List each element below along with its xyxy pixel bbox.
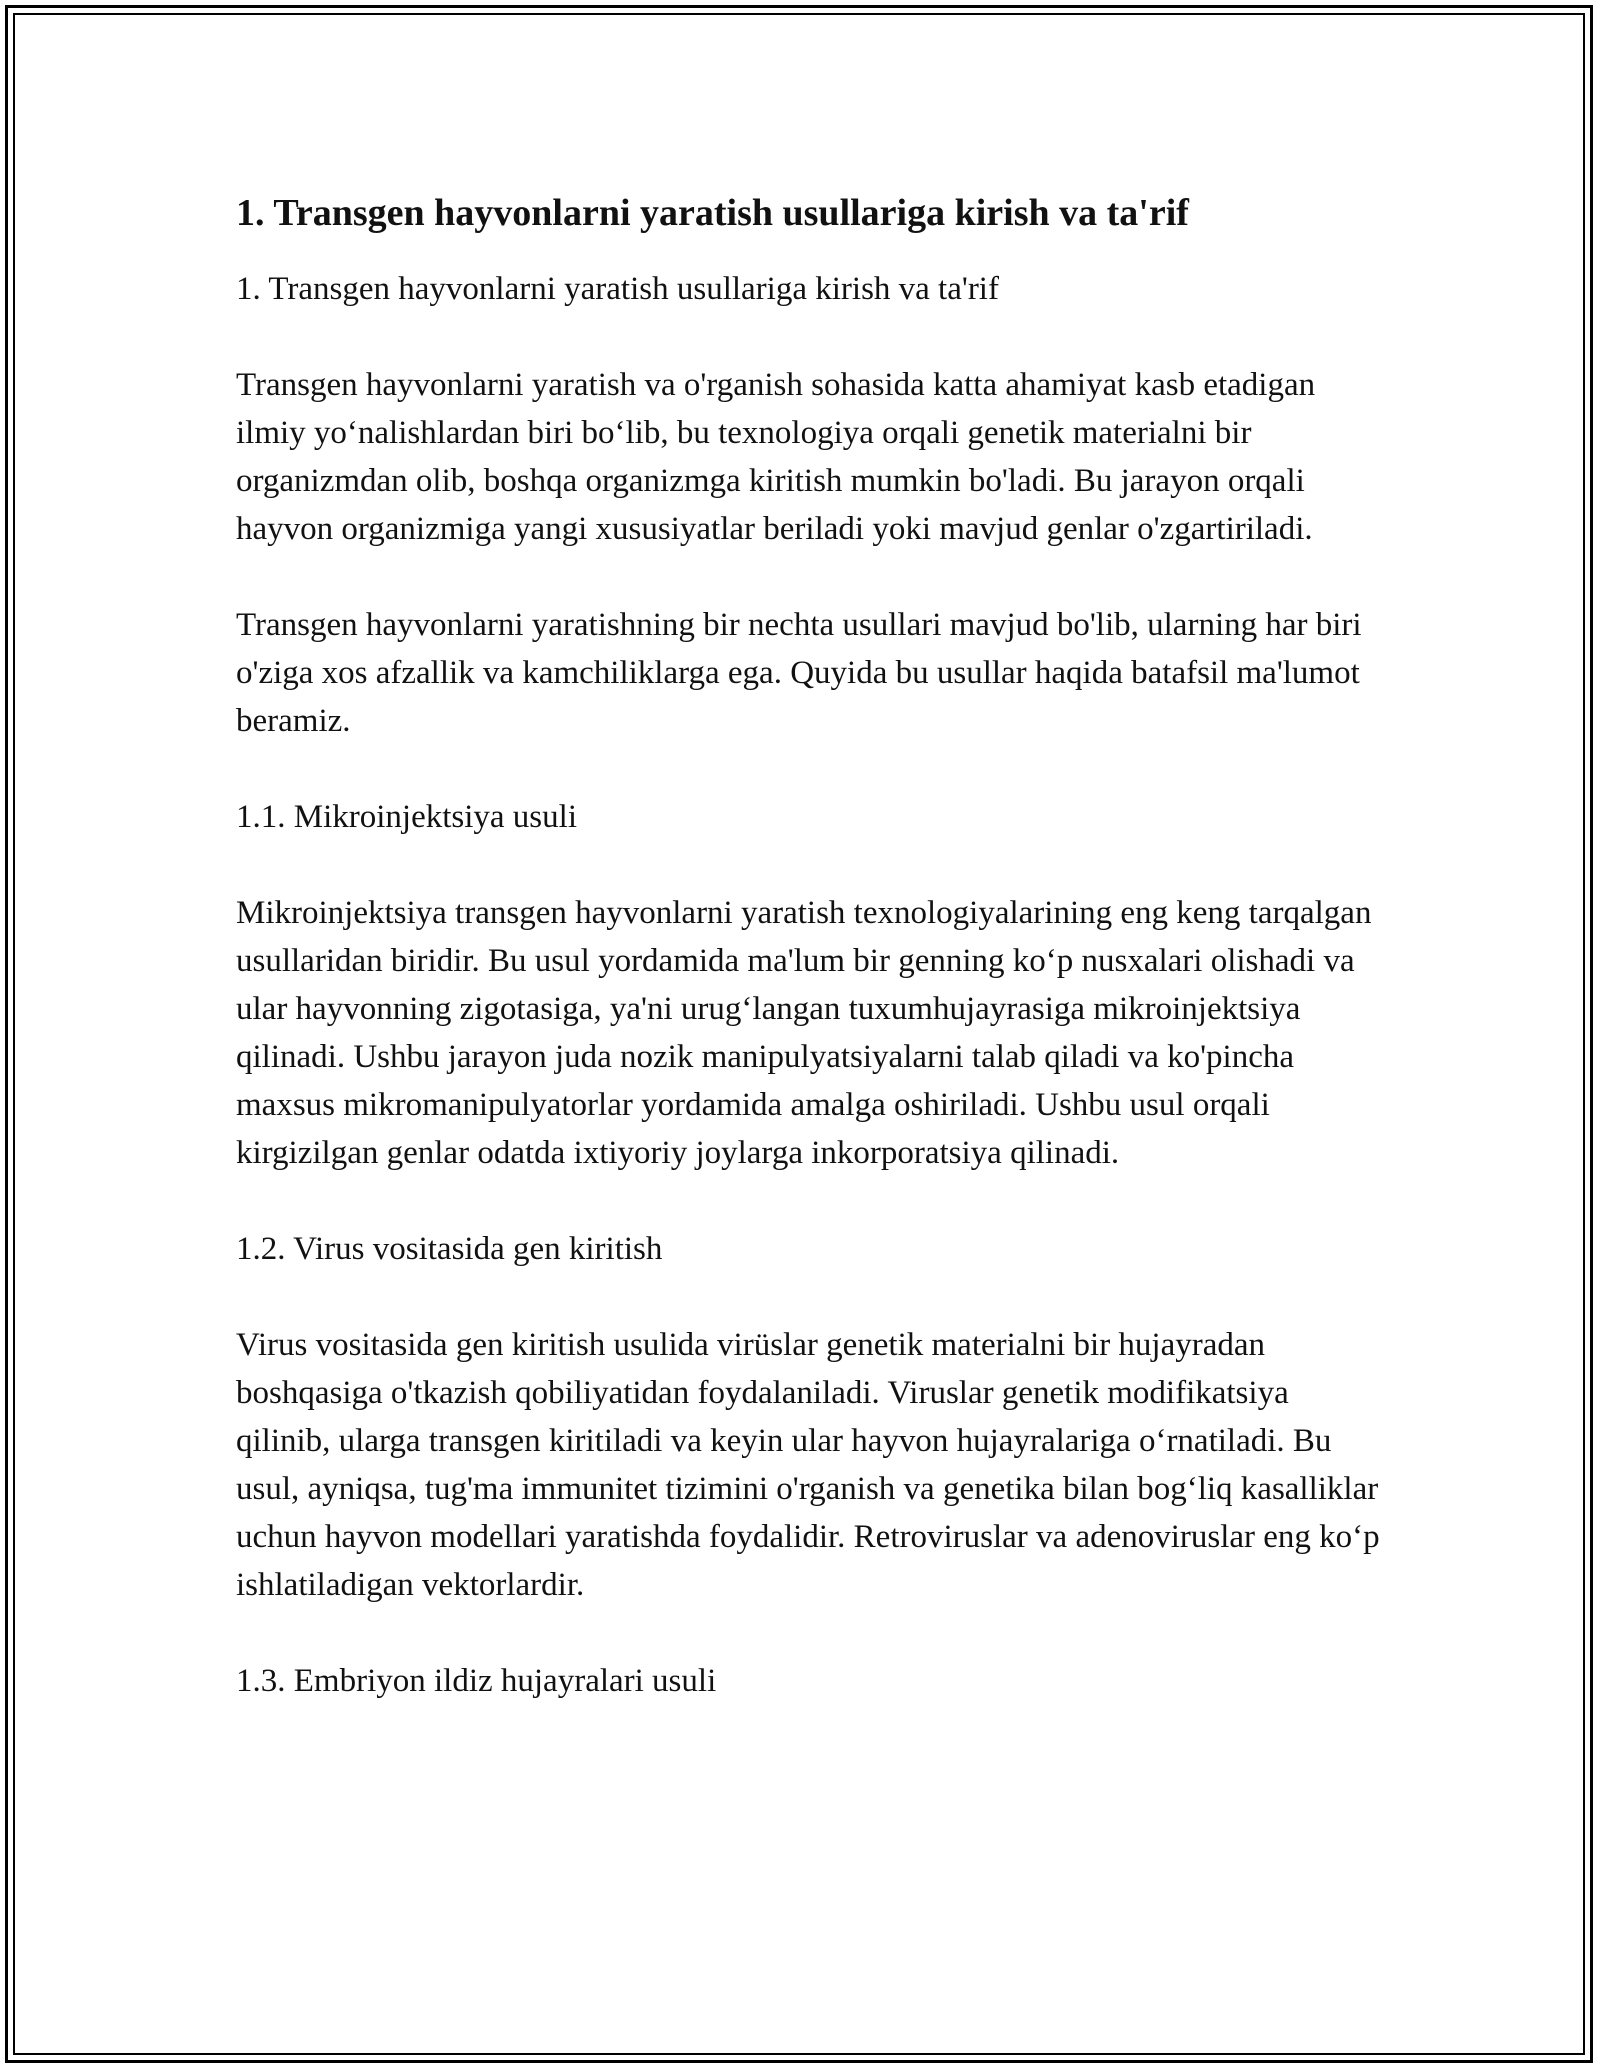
section-heading-virus: 1.2. Virus vositasida gen kiritish	[236, 1231, 663, 1267]
document-heading: 1. Transgen hayvonlarni yaratish usullariga kirish va ta'rif	[236, 192, 1189, 234]
paragraph-virus: Virus vositasida gen kiritish usulida virüslar genetik materialni bir hujayradan boshqasiga o'tkazish qobiliyatidan foydalaniladi. Viruslar genetik modifikatsiya qilinib, ularga transgen kiritiladi va keyin ular hayvon hujayralariga o‘rnatiladi. Bu usul, ayniqsa, tug'ma immunitet tizimini o'rganish va genetika bilan bog‘liq kasalliklar uchun hayvon modellari yaratishda foydalidir. Retroviruslar va adenoviruslar eng ko‘p ishlatiladigan vektorlardir.	[236, 1327, 1380, 1603]
section-heading-microinjection: 1.1. Mikroinjektsiya usuli	[236, 799, 577, 835]
paragraph-methods-overview: Transgen hayvonlarni yaratishning bir nechta usullari mavjud bo'lib, ularning har biri o'ziga xos afzallik va kamchiliklarga ega. Quyida bu usullar haqida batafsil ma'lumot beramiz.	[236, 607, 1362, 739]
document-body	[236, 185, 1386, 1753]
intro-title-line: 1. Transgen hayvonlarni yaratish usullariga kirish va ta'rif	[236, 271, 999, 307]
paragraph-microinjection: Mikroinjektsiya transgen hayvonlarni yaratish texnologiyalarining eng keng tarqalgan usullaridan biridir. Bu usul yordamida ma'lum bir genning ko‘p nusxalari olishadi va ular hayvonning zigotasiga, ya'ni urug‘langan tuxumhujayrasiga mikroinjektsiya qilinadi. Ushbu jarayon juda nozik manipulyatsiyalarni talab qiladi va ko'pincha maxsus mikromanipulyatorlar yordamida amalga oshiriladi. Ushbu usul orqali kirgizilgan genlar odatda ixtiyoriy joylarga inkorporatsiya qilinadi.	[236, 895, 1372, 1171]
section-heading-stem-cells: 1.3. Embriyon ildiz hujayralari usuli	[236, 1663, 717, 1699]
paragraph-definition: Transgen hayvonlarni yaratish va o'rganish sohasida katta ahamiyat kasb etadigan ilmiy yo‘nalishlardan biri bo‘lib, bu texnologiya orqali genetik materialni bir organizmdan olib, boshqa organizmga kiritish mumkin bo'ladi. Bu jarayon orqali hayvon organizmiga yangi xususiyatlar beriladi yoki mavjud genlar o'zgartiriladi.	[236, 367, 1316, 547]
